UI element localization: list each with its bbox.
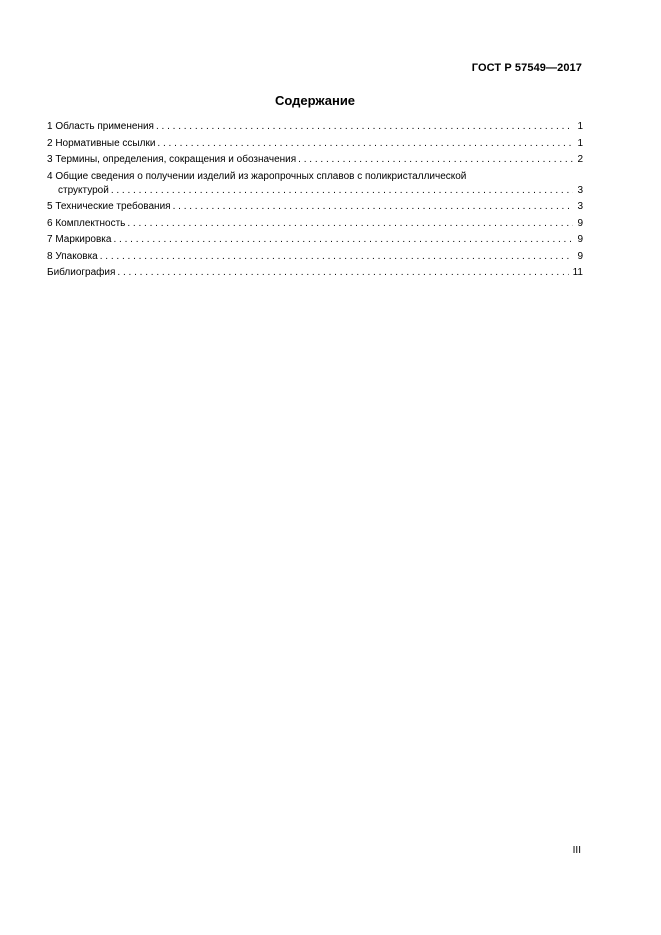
toc-entry-packaging[interactable] <box>47 249 583 266</box>
toc-leader-dots <box>173 199 574 216</box>
toc-leader-dots <box>117 265 568 282</box>
toc-entry-page: 9 <box>577 234 583 245</box>
toc-leader-dots <box>113 232 573 249</box>
toc-leader-dots <box>100 249 574 266</box>
toc-leader-dots <box>298 152 573 169</box>
toc-entry-general-info[interactable] <box>47 169 583 200</box>
page-number: III <box>572 845 581 856</box>
table-of-contents <box>47 119 583 282</box>
toc-entry-completeness[interactable] <box>47 216 583 233</box>
toc-entry-text: 2 Нормативные ссылки <box>47 137 156 149</box>
toc-entry-page: 3 <box>577 184 583 196</box>
toc-entry-technical-requirements[interactable] <box>47 199 583 216</box>
toc-entry-scope[interactable] <box>47 119 583 136</box>
toc-entry-text: 1 Область применения <box>47 121 154 132</box>
toc-leader-dots <box>111 183 574 200</box>
toc-leader-dots <box>157 136 573 153</box>
toc-entry-continuation: структурой <box>58 184 109 196</box>
toc-title: Содержание <box>274 93 356 108</box>
toc-leader-dots <box>127 216 573 233</box>
toc-entry-text: 8 Упаковка <box>47 250 98 262</box>
document-code: ГОСТ Р 57549—2017 <box>471 62 582 74</box>
toc-entry-page: 11 <box>572 267 583 278</box>
toc-entry-text: 6 Комплектность <box>47 217 126 229</box>
toc-entry-page: 1 <box>577 121 583 132</box>
toc-entry-text: 7 Маркировка <box>47 234 112 245</box>
toc-entry-text: 5 Технические требования <box>47 201 171 212</box>
toc-entry-page: 9 <box>577 217 583 229</box>
toc-entry-terms[interactable] <box>47 152 583 169</box>
toc-entry-bibliography[interactable] <box>47 265 583 282</box>
toc-leader-dots <box>156 119 573 136</box>
toc-entry-text: 4 Общие сведения о получении изделий из жаропрочных сплавов с поликристаллической <box>47 170 467 182</box>
toc-entry-normative-references[interactable] <box>47 136 583 153</box>
toc-entry-page: 1 <box>577 137 583 149</box>
toc-entry-text: 3 Термины, определения, сокращения и обозначения <box>47 154 297 165</box>
toc-entry-text: Библиография <box>47 267 116 278</box>
toc-entry-marking[interactable] <box>47 232 583 249</box>
toc-entry-page: 2 <box>577 154 583 165</box>
toc-entry-page: 3 <box>577 201 583 212</box>
toc-entry-page: 9 <box>577 250 583 262</box>
